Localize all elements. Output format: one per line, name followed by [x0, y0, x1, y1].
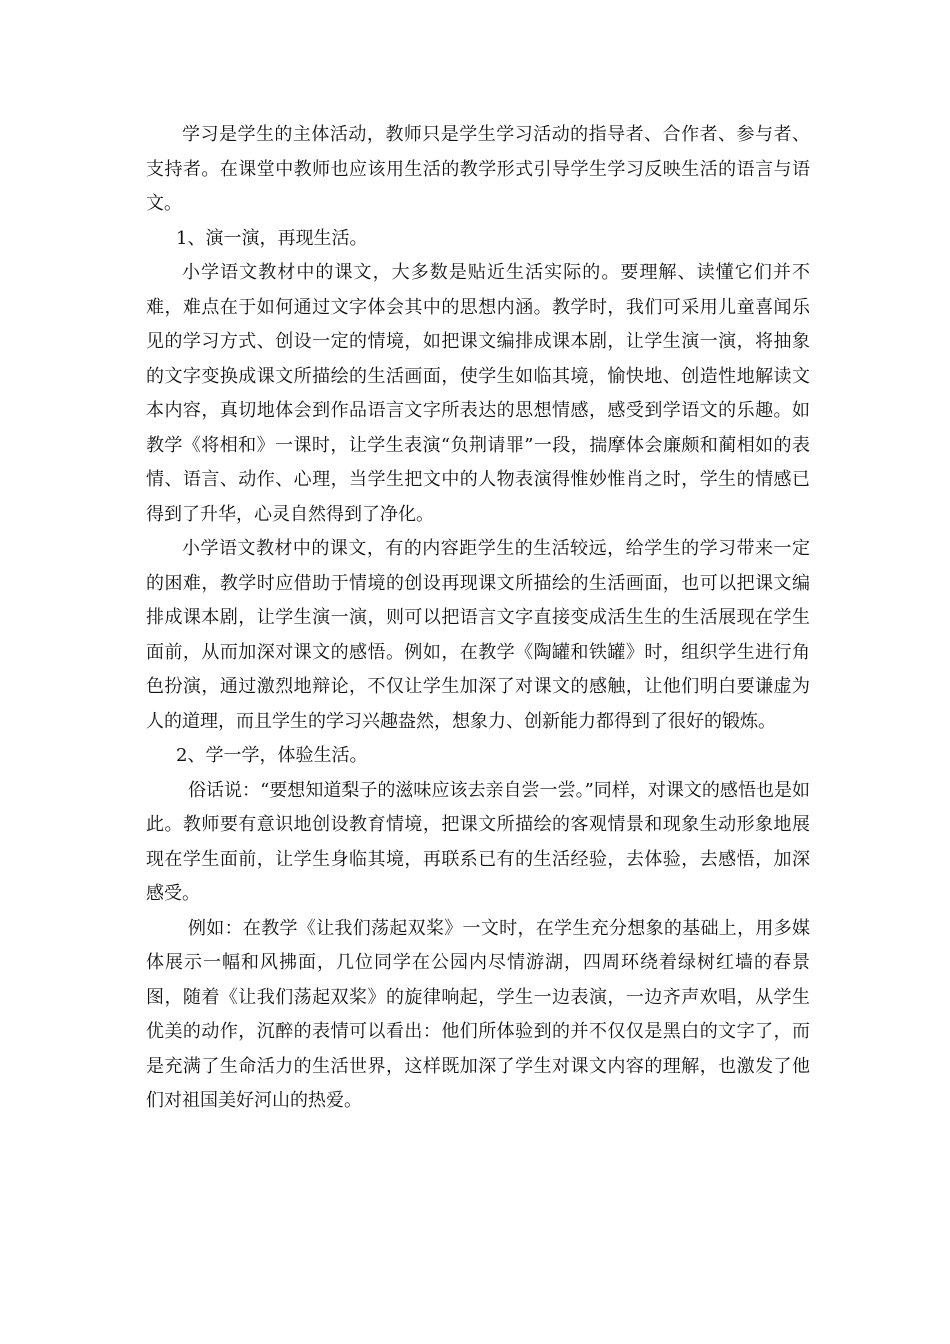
paragraph-experience-1: 俗话说：“要想知道梨子的滋味应该去亲自尝一尝。”同样，对课文的感悟也是如此。教师要有意识地创设教育情境，把课文所描绘的客观情景和现象生动形象地展现在学生面前，让学生身临其境，再联系已有的生活经验，去体验，去感悟，加深感受。	[146, 779, 810, 904]
paragraph-acting-1: 小学语文教材中的课文，大多数是贴近生活实际的。要理解、读懂它们并不难，难点在于如何通过文字体会其中的思想内涵。教学时，我们可采用儿童喜闻乐见的学习方式、创设一定的情境，如把课文编排成课本剧，让学生演一演，将抽象的文字变换成课文所描绘的生活画面，使学生如临其境，愉快地、创造性地解读文本内容，真切地体会到作品语言文字所表达的思想情感，感受到学语文的乐趣。如教学《将相和》一课时，让学生表演“负荆请罪”一段，揣摩体会廉颇和蔺相如的表情、语言、动作、心理，当学生把文中的人物表演得惟妙惟肖之时，学生的情感已得到了升华，心灵自然得到了净化。	[146, 262, 810, 525]
document-body	[146, 118, 810, 1119]
section-heading-2: 2、学一学，体验生活。	[176, 745, 368, 766]
paragraph-experience-2: 例如：在教学《让我们荡起双桨》一文时，在学生充分想象的基础上，用多媒体展示一幅和风拂面，几位同学在公园内尽情游湖，四周环绕着绿树红墙的春景图，随着《让我们荡起双桨》的旋律响起，学生一边表演，一边齐声欢唱，从学生优美的动作，沉醉的表情可以看出：他们所体验到的并不仅仅是黑白的文字了，而是充满了生命活力的生活世界，这样既加深了学生对课文内容的理解，也激发了他们对祖国美好河山的热爱。	[146, 917, 810, 1111]
paragraph-intro: 学习是学生的主体活动，教师只是学生学习活动的指导者、合作者、参与者、支持者。在课堂中教师也应该用生活的教学形式引导学生学习反映生活的语言与语文。	[146, 124, 810, 214]
section-heading-1: 1、演一演，再现生活。	[176, 227, 368, 249]
paragraph-acting-2: 小学语文教材中的课文，有的内容距学生的生活较远，给学生的学习带来一定的困难，教学时应借助于情境的创设再现课文所描绘的生活画面，也可以把课文编排成课本剧，让学生演一演，则可以把语言文字直接变成活生生的生活展现在学生面前，从而加深对课文的感悟。例如，在教学《陶罐和铁罐》时，组织学生进行角色扮演，通过激烈地辩论，不仅让学生加深了对课文的感触，让他们明白要谦虚为人的道理，而且学生的学习兴趣盎然，想象力、创新能力都得到了很好的锻炼。	[146, 538, 810, 732]
